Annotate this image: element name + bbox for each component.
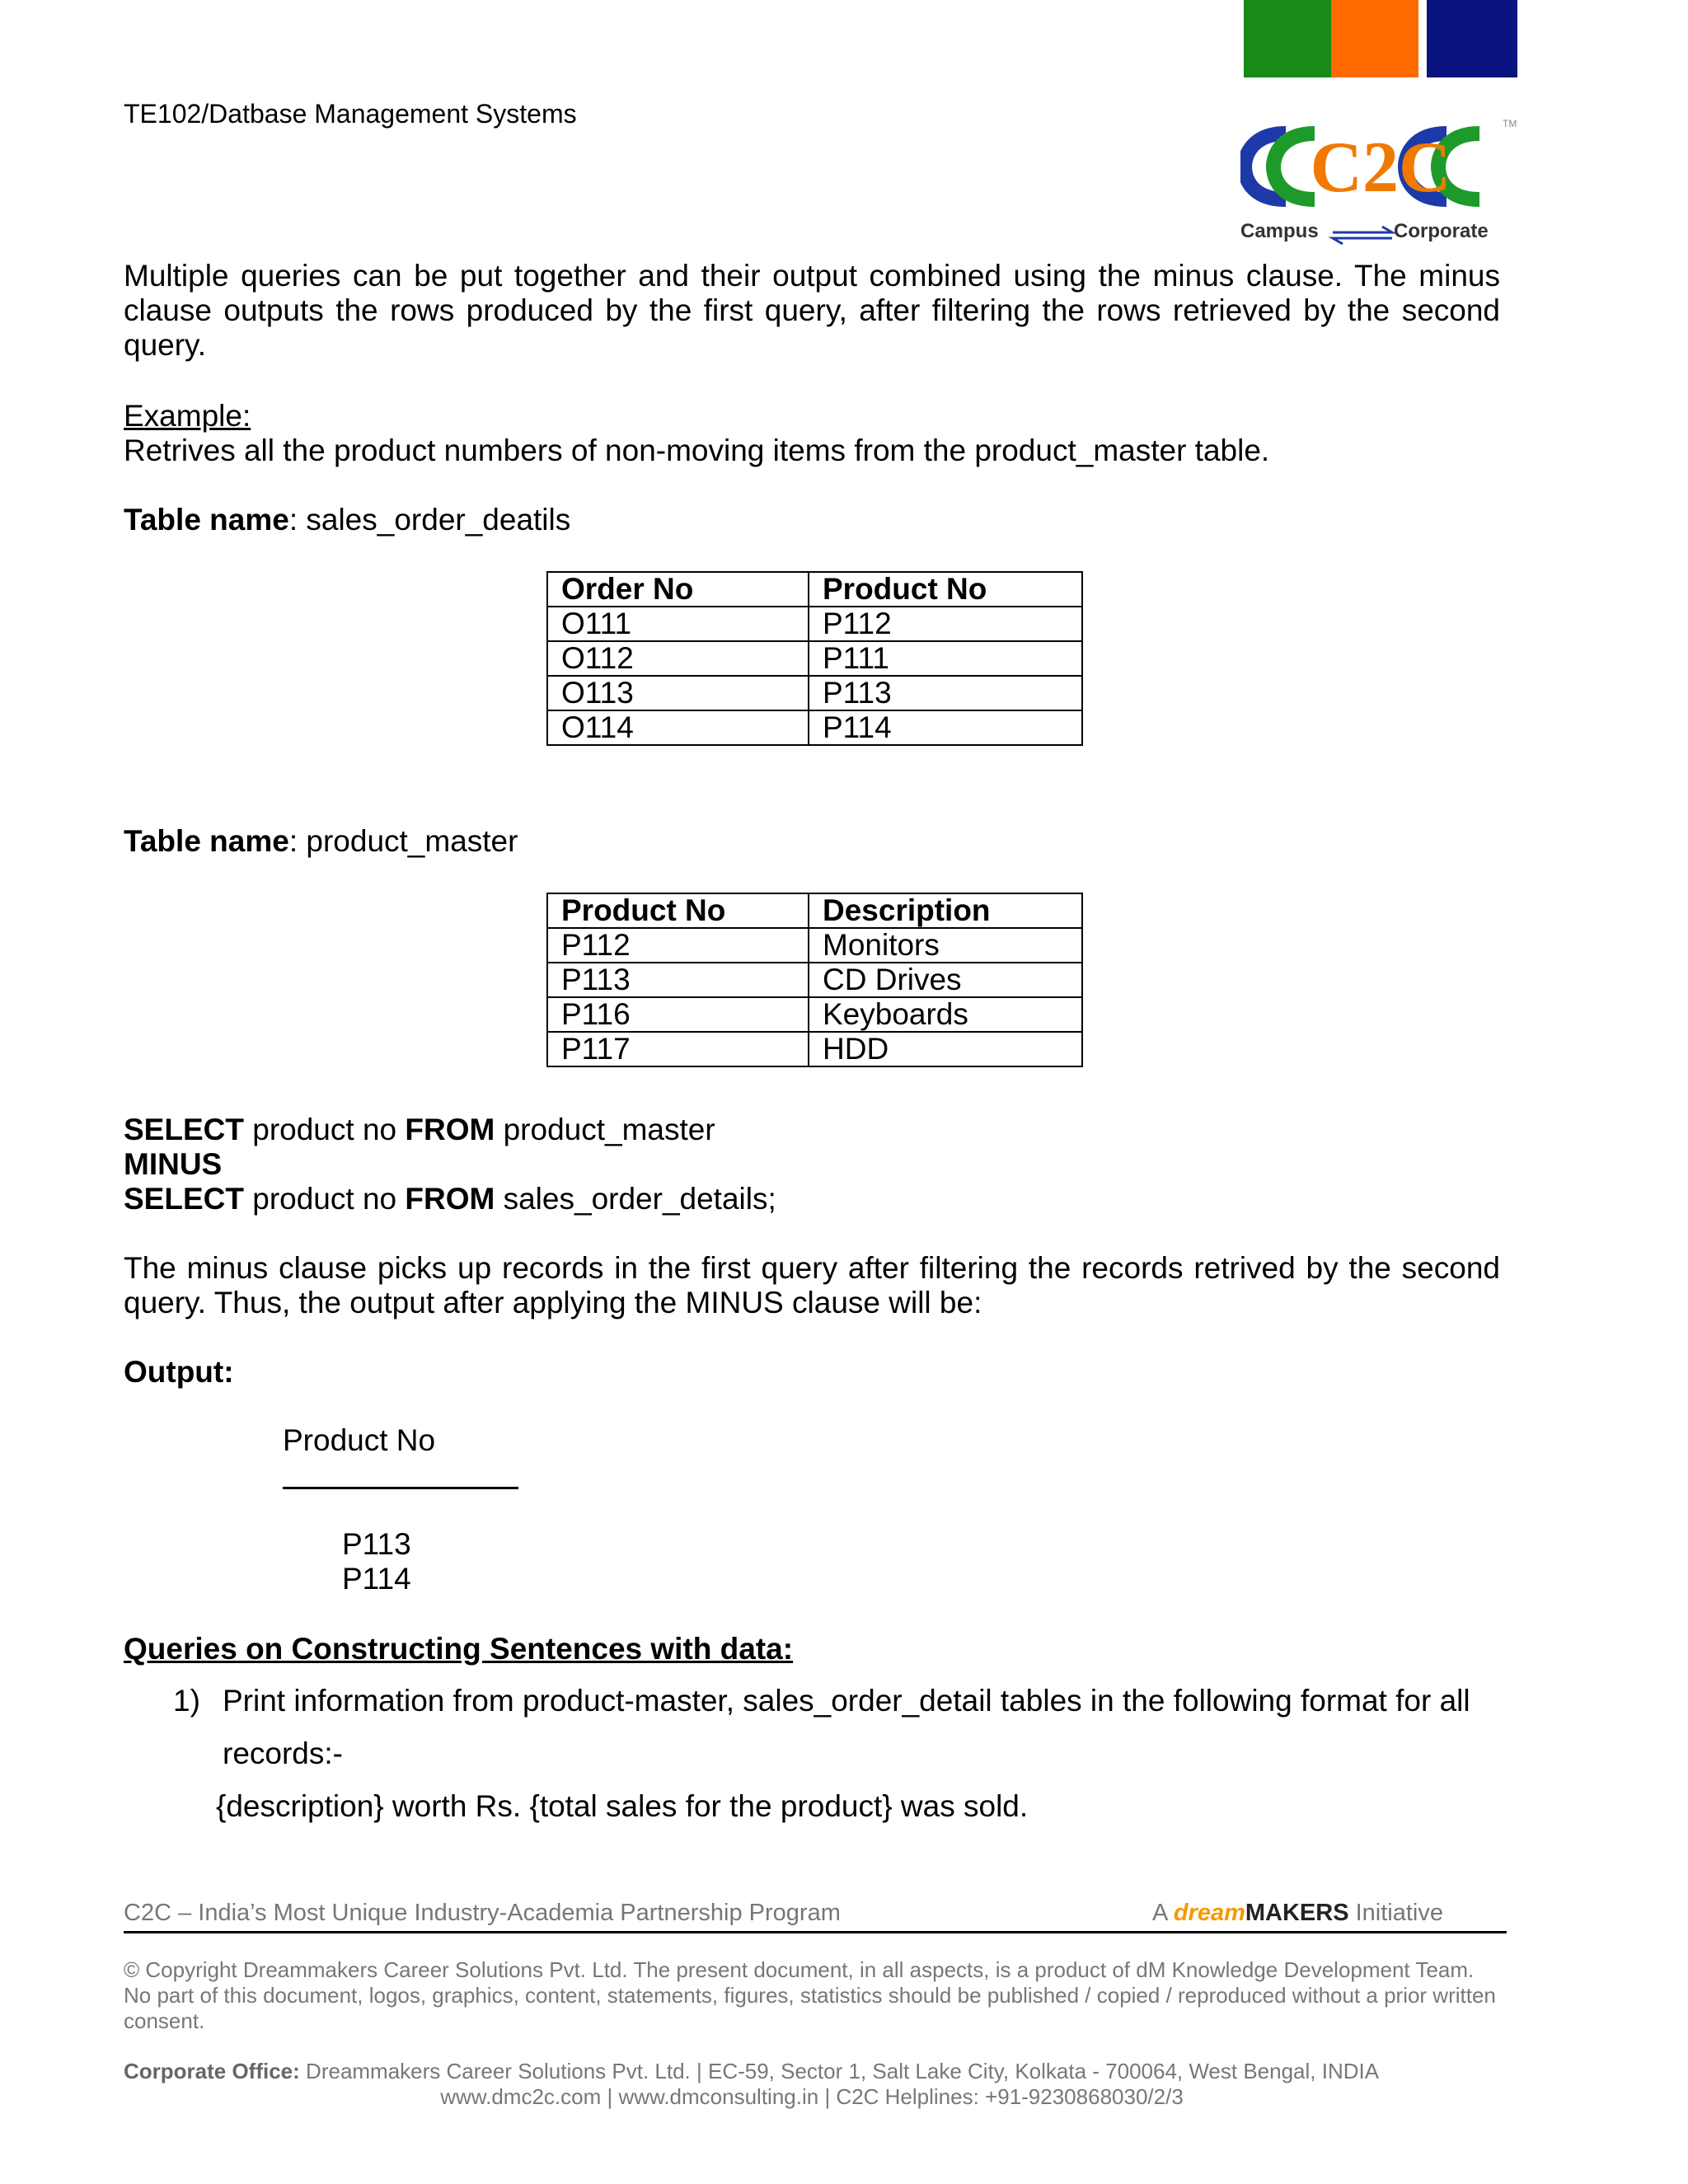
- output-value: P113: [342, 1527, 411, 1561]
- output-value: P114: [342, 1562, 411, 1596]
- query-line-1: SELECT product no FROM product_master: [124, 1113, 715, 1146]
- list-item-format: {description} worth Rs. {total sales for the product} was sold.: [216, 1789, 1029, 1823]
- queries-section-heading: Queries on Constructing Sentences with data:: [124, 1632, 794, 1666]
- table-cell: O113: [547, 676, 809, 710]
- example-text: Retrives all the product numbers of non-moving items from the product_master table.: [124, 434, 1270, 467]
- table-row: [547, 641, 1082, 676]
- list-item-text: Print information from product-master, sales_order_detail tables in the following format for all: [223, 1684, 1470, 1718]
- table-header-cell: Product No: [809, 572, 1082, 607]
- table-cell: Keyboards: [809, 997, 1082, 1032]
- brand-square-green: [1244, 0, 1334, 77]
- table-cell: CD Drives: [809, 963, 1082, 997]
- product-master-table: [546, 893, 1083, 1067]
- table-header-cell: Product No: [547, 893, 809, 928]
- table-cell: O111: [547, 607, 809, 641]
- table-cell: P112: [547, 928, 809, 963]
- list-item-number: 1): [173, 1684, 200, 1718]
- table-cell: P116: [547, 997, 809, 1032]
- table-row: [547, 928, 1082, 963]
- table-header-cell: Order No: [547, 572, 809, 607]
- copyright-text: © Copyright Dreammakers Career Solutions Pvt. Ltd. The present document, in all aspects, is a product of dM Knowledge Development Team. No part of this document, logos, graphics, content, statements, figures, statistics should be published / copied / reproduced without a prior written consent.: [124, 1957, 1496, 2033]
- footer-divider: [124, 1931, 1507, 1933]
- table-row: [547, 997, 1082, 1032]
- table-header-cell: Description: [809, 893, 1082, 928]
- table2-label: Table name: product_master: [124, 824, 518, 858]
- table-row: [547, 1032, 1082, 1066]
- table-header-row: [547, 893, 1082, 928]
- table-row: [547, 607, 1082, 641]
- table-cell: P117: [547, 1032, 809, 1066]
- table-cell: HDD: [809, 1032, 1082, 1066]
- corporate-office: Corporate Office: Dreammakers Career Solutions Pvt. Ltd. | EC-59, Sector 1, Salt Lake City, Kolkata - 700064, West Bengal, INDIA: [124, 2059, 1380, 2083]
- query-line-3: SELECT product no FROM sales_order_details;: [124, 1182, 776, 1216]
- logo-left-word: Campus: [1240, 220, 1319, 242]
- output-label: Output:: [124, 1355, 234, 1389]
- logo-tm: TM: [1503, 118, 1517, 129]
- table-row: [547, 676, 1082, 710]
- brand-square-blue: [1427, 0, 1517, 77]
- table-cell: O114: [547, 710, 809, 745]
- list-item-text-cont: records:-: [223, 1736, 343, 1770]
- output-column-header: Product No: [283, 1423, 436, 1457]
- sales-order-details-table: [546, 571, 1083, 746]
- table-cell: O112: [547, 641, 809, 676]
- footer-web-links: www.dmc2c.com | www.dmconsulting.in | C2C Helplines: +91-9230868030/2/3: [440, 2084, 1184, 2109]
- query-line-2: MINUS: [124, 1147, 223, 1181]
- logo-main-text: C2C: [1310, 128, 1451, 208]
- table-cell: P114: [809, 710, 1082, 745]
- footer-initiative: A dreamMAKERS Initiative: [1152, 1900, 1443, 1926]
- table-cell: P111: [809, 641, 1082, 676]
- table-row: [547, 963, 1082, 997]
- header-title: TE102/Datbase Management Systems: [124, 99, 577, 129]
- table1-label: Table name: sales_order_deatils: [124, 503, 571, 537]
- table-row: [547, 710, 1082, 745]
- output-divider: [283, 1487, 518, 1489]
- explanation-paragraph: The minus clause picks up records in the first query after filtering the records retrived by the second query. Thus, the output after applying the MINUS clause will be:: [124, 1251, 1500, 1319]
- table-cell: P113: [809, 676, 1082, 710]
- brand-square-orange: [1331, 0, 1418, 77]
- table-cell: Monitors: [809, 928, 1082, 963]
- intro-paragraph: Multiple queries can be put together and their output combined using the minus clause. The minus clause outputs the rows produced by the first query, after filtering the rows retrieved by the second query.: [124, 259, 1500, 362]
- logo-right-word: Corporate: [1394, 220, 1489, 242]
- footer-left-text: C2C – India’s Most Unique Industry-Academia Partnership Program: [124, 1900, 841, 1926]
- table-header-row: [547, 572, 1082, 607]
- c2c-logo: [1240, 115, 1521, 247]
- table-cell: P112: [809, 607, 1082, 641]
- table-cell: P113: [547, 963, 809, 997]
- example-heading: Example:: [124, 399, 251, 433]
